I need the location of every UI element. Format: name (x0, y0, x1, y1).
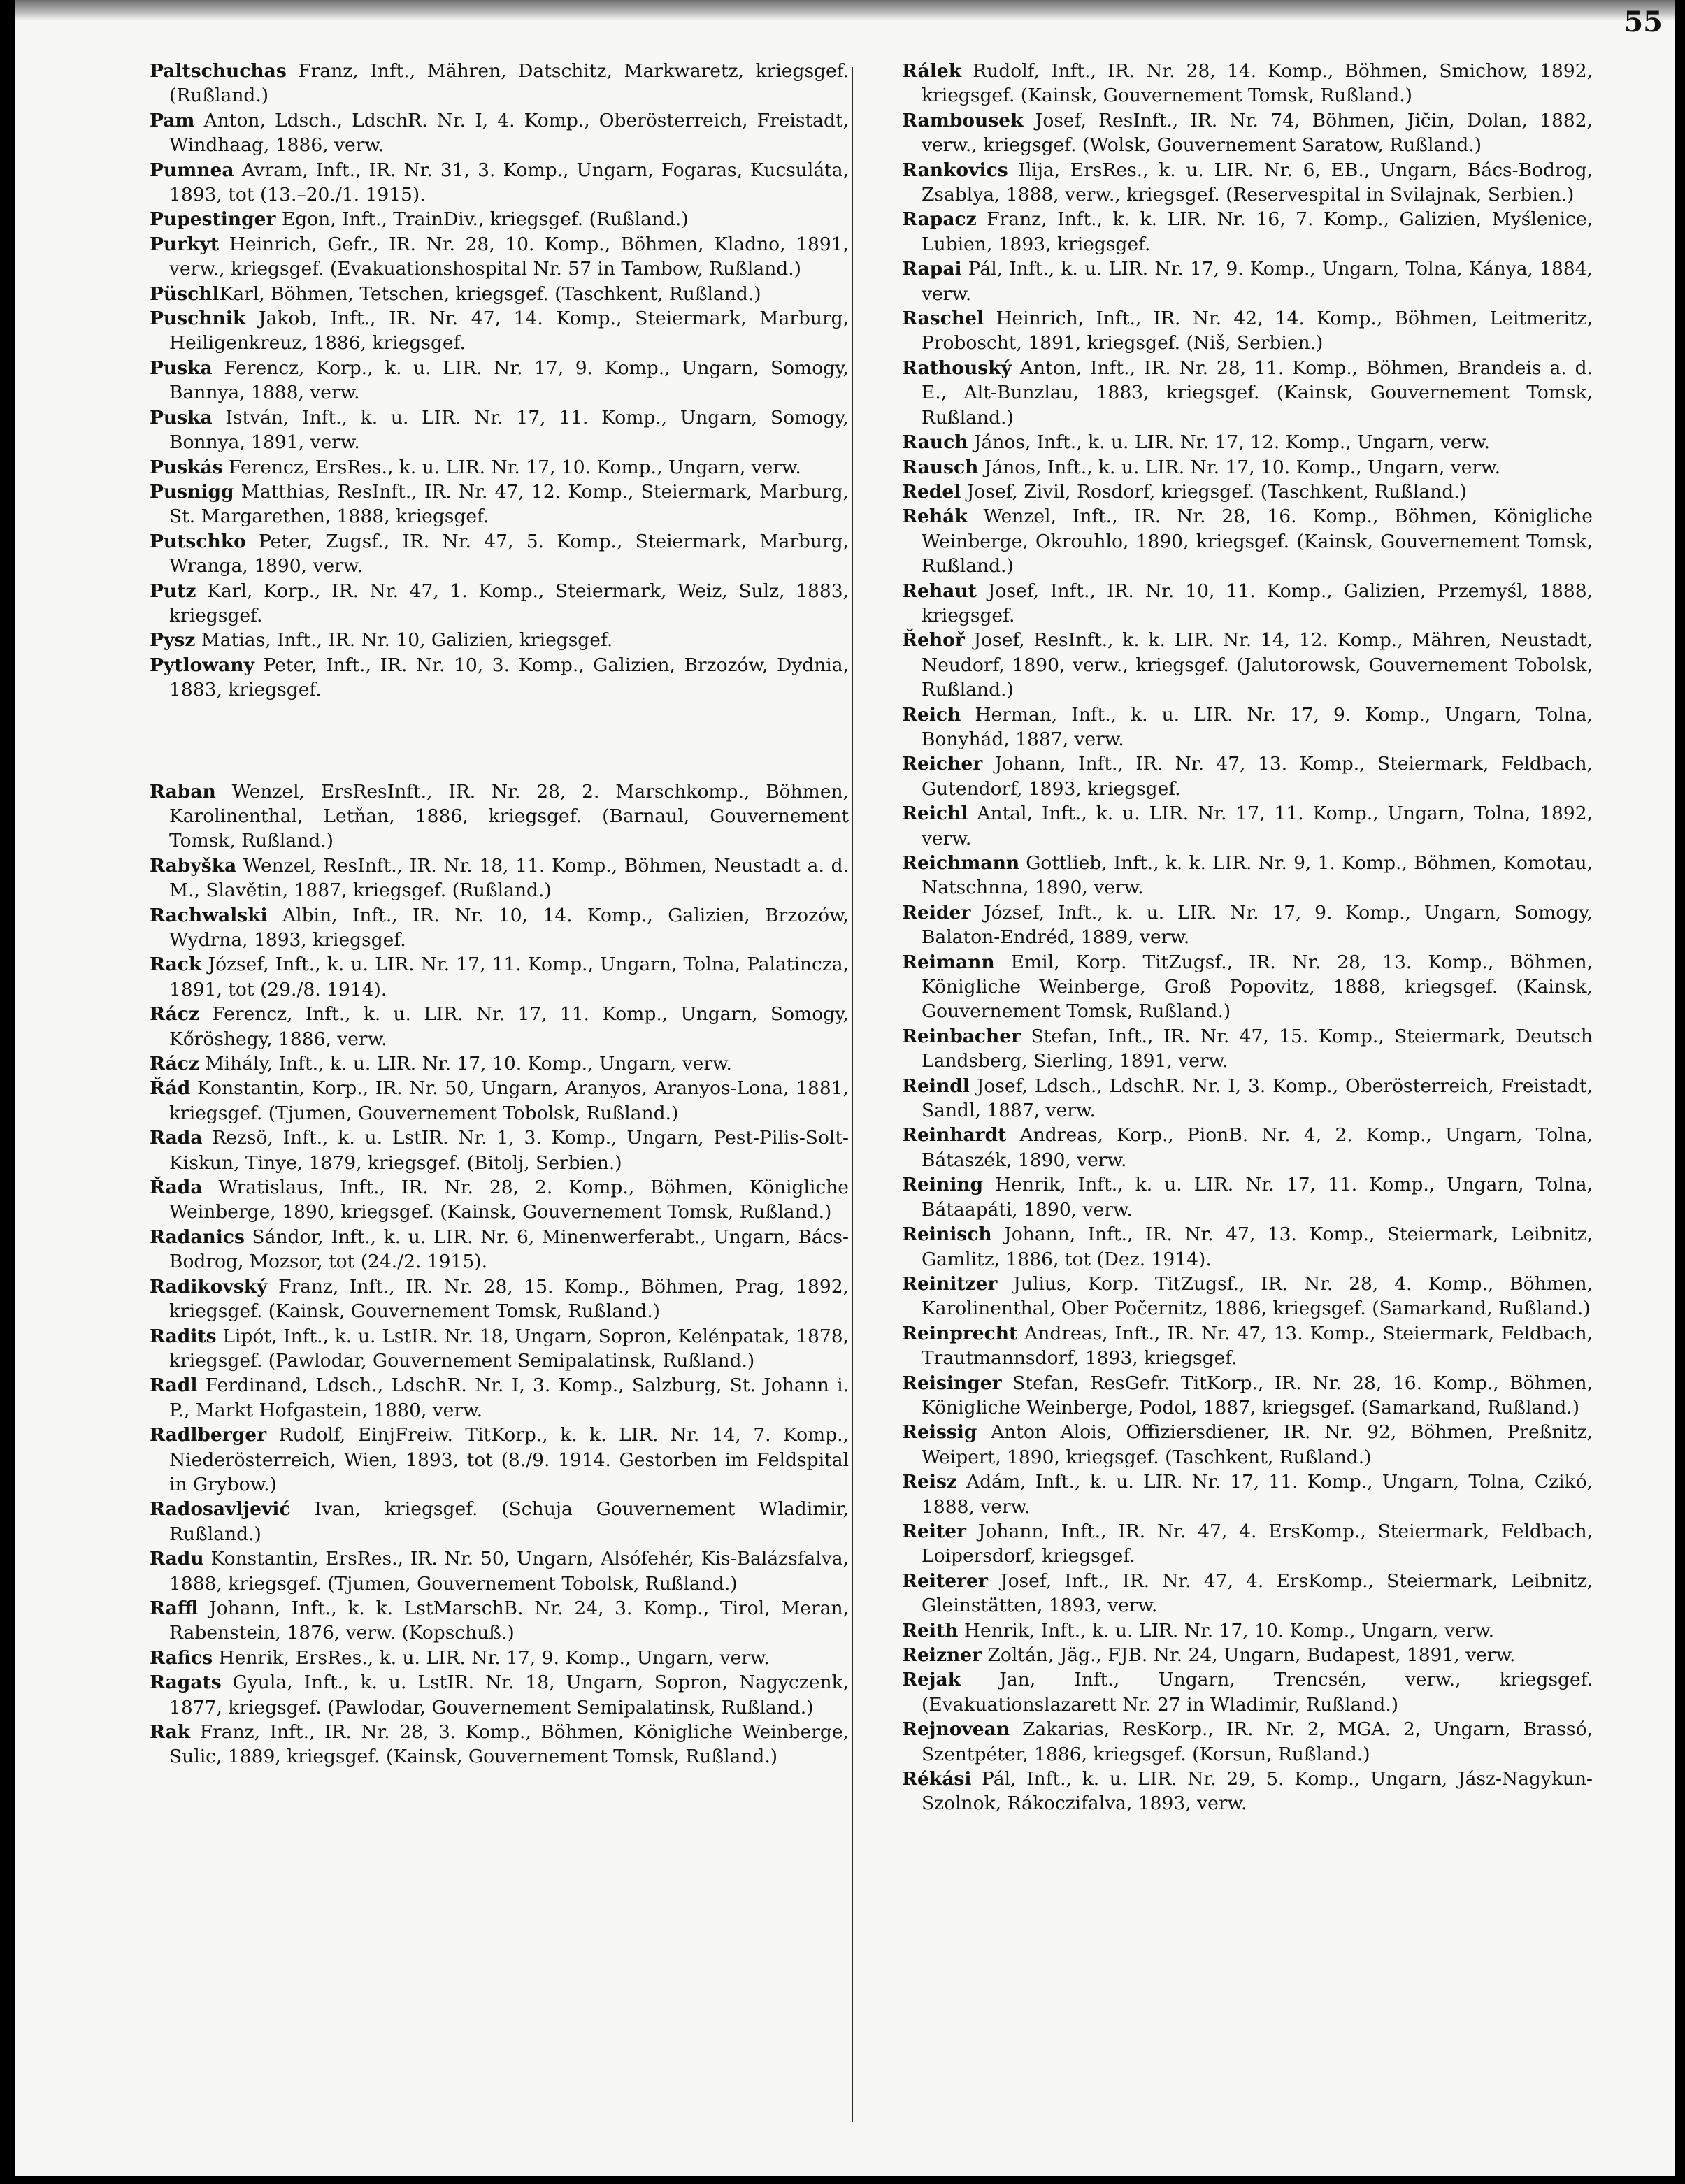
casualty-entry (150, 158, 849, 208)
casualty-entry (902, 703, 1593, 752)
left-column (150, 59, 849, 1769)
entry-details: Heinrich, Gefr., IR. Nr. 28, 10. Komp., Böhmen, Kladno, 1891, verw., kriegsgef. (Evakuationshospital Nr. 57 in Tambow, Rußland.) (169, 233, 849, 280)
casualty-entry (150, 455, 849, 480)
casualty-entry (150, 1596, 849, 1646)
casualty-entry (902, 158, 1593, 208)
entry-surname: Rapai (902, 258, 962, 280)
casualty-entry (150, 529, 849, 579)
casualty-entry (902, 1667, 1593, 1717)
entry-surname: Puska (150, 406, 213, 429)
entry-surname: Rapacz (902, 208, 977, 231)
casualty-entry (150, 1423, 849, 1497)
entry-details: Antal, Inft., k. u. LIR. Nr. 17, 11. Komp., Ungarn, Tolna, 1892, verw. (922, 803, 1593, 849)
entry-details: Julius, Korp. TitZugsf., IR. Nr. 28, 4. Komp., Böhmen, Karolinenthal, Ober Počernitz, 1886, kriegsgef. (Samarkand, Rußland.) (922, 1272, 1593, 1320)
entry-surname: Reich (902, 703, 961, 726)
casualty-entry (150, 306, 849, 356)
entry-surname: Reimann (902, 951, 995, 973)
entry-surname: Ragats (150, 1672, 222, 1694)
entry-surname: Pusnigg (150, 480, 234, 503)
column-divider (852, 67, 853, 2122)
left-r-entries (150, 780, 849, 1769)
casualty-entry (150, 207, 849, 231)
casualty-entry (902, 207, 1593, 257)
casualty-entry (902, 504, 1593, 578)
entry-details: Ferdinand, Ldsch., LdschR. Nr. I, 3. Komp., Salzburg, St. Johann i. P., Markt Hofgastein, 1880, verw. (169, 1374, 849, 1421)
entry-details: Anton, Inft., IR. Nr. 28, 11. Komp., Böhmen, Brandeis a. d. E., Alt-Bunzlau, 1883, kriegsgef. (Kainsk, Gouvernement Tomsk, Rußland.) (922, 357, 1593, 429)
casualty-entry (150, 1225, 849, 1274)
casualty-entry (150, 952, 849, 1002)
casualty-entry (902, 752, 1593, 801)
entry-details: Wenzel, ErsResInft., IR. Nr. 28, 2. Marschkomp., Böhmen, Karolinenthal, Letňan, 1886, kriegsgef. (Barnaul, Gouvernement Tomsk, Rußland.) (169, 780, 849, 852)
entry-details: Pál, Inft., k. u. LIR. Nr. 17, 9. Komp., Ungarn, Tolna, Kánya, 1884, verw. (922, 258, 1593, 305)
entry-details: Mihály, Inft., k. u. LIR. Nr. 17, 10. Komp., Ungarn, verw. (199, 1053, 732, 1075)
entry-surname: Rachwalski (150, 904, 268, 926)
entry-surname: Reiter (902, 1520, 967, 1542)
casualty-entry (902, 59, 1593, 108)
entry-surname: Rambousek (902, 109, 1024, 131)
entry-surname: Reinhardt (902, 1124, 1007, 1147)
entry-surname: Reider (902, 901, 971, 924)
entry-surname: Rehák (902, 505, 968, 528)
casualty-entry (902, 1470, 1593, 1519)
casualty-entry (902, 108, 1593, 158)
entry-details: Stefan, ResGefr. TitKorp., IR. Nr. 28, 16. Komp., Böhmen, Königliche Weinberge, Podol, 1887, kriegsgef. (Samarkand, Rußland.) (922, 1372, 1593, 1418)
casualty-entry (150, 854, 849, 903)
casualty-entry (150, 1546, 849, 1596)
entry-details: Anton Alois, Offiziersdiener, IR. Nr. 92, Böhmen, Preßnitz, Weipert, 1890, kriegsgef. (Taschkent, Rußland.) (922, 1421, 1593, 1468)
entry-surname: Rabyška (150, 854, 237, 877)
entry-details: Konstantin, Korp., IR. Nr. 50, Ungarn, Aranyos, Aranyos-Lona, 1881, kriegsgef. (Tjumen, Gouvernement Tobolsk, Rußland.) (169, 1077, 849, 1124)
casualty-entry (150, 1175, 849, 1225)
casualty-entry (902, 579, 1593, 628)
entry-surname: Puska (150, 357, 213, 379)
entry-details: Andreas, Inft., IR. Nr. 47, 13. Komp., Steiermark, Feldbach, Trautmannsdorf, 1893, kriegsgef. (922, 1322, 1593, 1370)
casualty-entry (150, 1720, 849, 1769)
entry-details: Konstantin, ErsRes., IR. Nr. 50, Ungarn, Alsófehér, Kis-Balázsfalva, 1888, kriegsgef. (Tjumen, Gouvernement Tobolsk, Rußland.) (169, 1548, 849, 1595)
entry-details: Franz, Inft., k. k. LIR. Nr. 16, 7. Komp., Galizien, Myślenice, Lubien, 1893, kriegsgef. (922, 208, 1593, 255)
casualty-entry (150, 1670, 849, 1720)
entry-surname: Reinbacher (902, 1025, 1021, 1047)
entry-details: Johann, Inft., IR. Nr. 47, 13. Komp., Steiermark, Feldbach, Gutendorf, 1893, kriegsgef. (922, 753, 1593, 800)
entry-details: Johann, Inft., IR. Nr. 47, 13. Komp., Steiermark, Leibnitz, Gamlitz, 1886, tot (Dez. 1914). (922, 1223, 1593, 1270)
casualty-entry (902, 1569, 1593, 1618)
right-column (902, 59, 1593, 1816)
entry-surname: Pupestinger (150, 208, 276, 231)
entry-surname: Rácz (150, 1003, 199, 1026)
casualty-entry (150, 1373, 849, 1423)
casualty-entry (902, 1321, 1593, 1371)
casualty-entry (150, 579, 849, 628)
casualty-entry (902, 1519, 1593, 1569)
entry-surname: Řehoř (902, 629, 965, 652)
entry-details: Henrik, Inft., k. u. LIR. Nr. 17, 10. Komp., Ungarn, verw. (958, 1619, 1495, 1641)
entry-surname: Reichl (902, 803, 968, 825)
entry-details: Ilija, ErsRes., k. u. LIR. Nr. 6, EB., Ungarn, Bács-Bodrog, Zsablya, 1888, verw., kriegsgef. (Reservespital in Svilajnak, Serbien.) (922, 159, 1593, 206)
right-r-entries (902, 59, 1593, 1816)
entry-surname: Radu (150, 1548, 204, 1570)
casualty-entry (150, 108, 849, 158)
entry-surname: Paltschuchas (150, 60, 287, 82)
entry-surname: Rejak (902, 1669, 961, 1691)
entry-surname: Redel (902, 480, 961, 503)
entry-surname: Radits (150, 1325, 217, 1347)
entry-surname: Reith (902, 1619, 959, 1641)
casualty-entry (902, 628, 1593, 702)
entry-details: Pál, Inft., k. u. LIR. Nr. 29, 5. Komp., Ungarn, Jász-Nagykun-Szolnok, Rákoczifalva, 1893, verw. (922, 1768, 1593, 1815)
entry-details: Franz, Inft., Mähren, Datschitz, Markwaretz, kriegsgef. (Rußland.) (169, 60, 849, 107)
casualty-entry (902, 356, 1593, 430)
entry-surname: Raschel (902, 308, 984, 330)
entry-surname: Putschko (150, 530, 246, 552)
entry-surname: Raffl (150, 1597, 199, 1619)
casualty-entry (150, 1324, 849, 1374)
entry-details: Albin, Inft., IR. Nr. 10, 14. Komp., Galizien, Brzozów, Wydrna, 1893, kriegsgef. (169, 904, 849, 951)
casualty-entry (902, 1717, 1593, 1767)
entry-details: Jan, Inft., Ungarn, Trencsén, verw., kriegsgef. (Evakuationslazarett Nr. 27 in Wladimir, Rußland.) (922, 1669, 1593, 1716)
casualty-entry (902, 900, 1593, 950)
entry-details: Josef, Ldsch., LdschR. Nr. I, 3. Komp., Oberösterreich, Freistadt, Sandl, 1887, verw. (922, 1075, 1593, 1122)
entry-details: Stefan, Inft., IR. Nr. 47, 15. Komp., Steiermark, Deutsch Landsberg, Sierling, 1891, verw. (922, 1025, 1593, 1072)
entry-surname: Řada (150, 1177, 203, 1199)
entry-surname: Rada (150, 1127, 203, 1149)
casualty-entry (902, 851, 1593, 900)
entry-details: József, Inft., k. u. LIR. Nr. 17, 11. Komp., Ungarn, Tolna, Palatincza, 1891, tot (29./8. 1914). (169, 954, 849, 1000)
entry-surname: Rathouský (902, 357, 1012, 379)
entry-surname: Puskás (150, 456, 223, 478)
entry-surname: Rak (150, 1721, 191, 1743)
entry-details: Josef, ResInft., IR. Nr. 74, Böhmen, Jičin, Dolan, 1882, verw., kriegsgef. (Wolsk, Gouvernement Saratow, Rußland.) (922, 109, 1593, 157)
scan-top-edge (0, 0, 1685, 21)
entry-details: Peter, Inft., IR. Nr. 10, 3. Komp., Galizien, Brzozów, Dydnia, 1883, kriegsgef. (169, 654, 849, 701)
casualty-entry (902, 1767, 1593, 1816)
casualty-entry (150, 780, 849, 854)
entry-surname: Reining (902, 1174, 984, 1196)
entry-surname: Rejnovean (902, 1718, 1010, 1741)
casualty-entry (150, 480, 849, 529)
entry-surname: Reisz (902, 1471, 957, 1493)
entry-surname: Reichmann (902, 852, 1020, 874)
entry-details: Anton, Ldsch., LdschR. Nr. I, 4. Komp., Oberösterreich, Freistadt, Windhaag, 1886, verw. (169, 109, 849, 157)
casualty-entry (150, 1646, 849, 1670)
entry-details: Zoltán, Jäg., FJB. Nr. 24, Ungarn, Budapest, 1891, verw. (982, 1644, 1516, 1666)
entry-details: Josef, Inft., IR. Nr. 47, 4. ErsKomp., Steiermark, Leibnitz, Gleinstätten, 1893, verw. (922, 1569, 1593, 1617)
entry-details: Wenzel, ResInft., IR. Nr. 18, 11. Komp., Böhmen, Neustadt a. d. M., Slavětin, 1887, kriegsgef. (Rußland.) (169, 854, 849, 902)
entry-details: Johann, Inft., IR. Nr. 47, 4. ErsKomp., Steiermark, Feldbach, Loipersdorf, kriegsgef. (922, 1520, 1593, 1567)
entry-details: Josef, ResInft., k. k. LIR. Nr. 14, 12. Komp., Mähren, Neustadt, Neudorf, 1890, verw., kriegsgef. (Jalutorowsk, Gouvernement Tobolsk, Rußland.) (922, 629, 1593, 701)
casualty-entry (150, 232, 849, 282)
entry-surname: Reinisch (902, 1223, 992, 1246)
entry-details: Emil, Korp. TitZugsf., IR. Nr. 28, 13. Komp., Böhmen, Königliche Weinberge, Groß Popovitz, 1888, kriegsgef. (Kainsk, Gouvernement Tomsk, Rußland.) (922, 951, 1593, 1023)
casualty-entry (150, 628, 849, 652)
entry-details: Johann, Inft., k. k. LstMarschB. Nr. 24, 3. Komp., Tirol, Meran, Rabenstein, 1876, verw. (Kopschuß.) (169, 1597, 849, 1644)
entry-surname: Raban (150, 780, 216, 803)
entry-details: Avram, Inft., IR. Nr. 31, 3. Komp., Ungarn, Fogaras, Kucsuláta, 1893, tot (13.–20./1. 1915). (169, 159, 849, 206)
entry-details: Lipót, Inft., k. u. LstIR. Nr. 18, Ungarn, Sopron, Kelénpatak, 1878, kriegsgef. (Pawlodar, Gouvernement Semipalatinsk, Rußland.) (169, 1325, 849, 1372)
casualty-entry (902, 1024, 1593, 1074)
entry-details: János, Inft., k. u. LIR. Nr. 17, 10. Komp., Ungarn, verw. (978, 456, 1501, 478)
entry-details: Matthias, ResInft., IR. Nr. 47, 12. Komp., Steiermark, Marburg, St. Margarethen, 1888, kriegsgef. (169, 480, 849, 528)
entry-details: Adám, Inft., k. u. LIR. Nr. 17, 11. Komp., Ungarn, Tolna, Czikó, 1888, verw. (922, 1471, 1593, 1518)
section-gap (150, 703, 849, 780)
entry-details: Ivan, kriegsgef. (Schuja Gouvernement Wladimir, Rußland.) (169, 1498, 849, 1545)
casualty-entry (902, 950, 1593, 1024)
entry-surname: Radanics (150, 1226, 245, 1248)
entry-details: József, Inft., k. u. LIR. Nr. 17, 9. Komp., Ungarn, Somogy, Balaton-Endréd, 1889, verw. (922, 901, 1593, 949)
entry-surname: Reizner (902, 1644, 982, 1666)
entry-surname: Reiterer (902, 1569, 988, 1592)
entry-surname: Pysz (150, 629, 196, 652)
entry-details: Josef, Zivil, Rosdorf, kriegsgef. (Taschkent, Rußland.) (961, 480, 1467, 503)
casualty-entry (902, 1123, 1593, 1172)
casualty-entry (150, 59, 849, 108)
entry-details: Jakob, Inft., IR. Nr. 47, 14. Komp., Steiermark, Marburg, Heiligenkreuz, 1886, kriegsgef. (169, 308, 849, 354)
entry-details: Karl, Böhmen, Tetschen, kriegsgef. (Taschkent, Rußland.) (219, 282, 761, 305)
casualty-entry (902, 480, 1593, 504)
entry-details: Zakarias, ResKorp., IR. Nr. 2, MGA. 2, Ungarn, Brassó, Szentpéter, 1886, kriegsgef. (Korsun, Rußland.) (922, 1718, 1593, 1765)
entry-surname: Reissig (902, 1421, 977, 1444)
entry-surname: Pytlowany (150, 654, 254, 676)
casualty-entry (902, 801, 1593, 851)
entry-surname: Pam (150, 109, 195, 131)
entry-surname: Radl (150, 1374, 198, 1397)
entry-details: Wratislaus, Inft., IR. Nr. 28, 2. Komp., Böhmen, Königliche Weinberge, 1890, kriegsgef. (Kainsk, Gouvernement Tomsk, Rußland.) (169, 1177, 849, 1223)
entry-details: Karl, Korp., IR. Nr. 47, 1. Komp., Steiermark, Weiz, Sulz, 1883, kriegsgef. (169, 580, 849, 626)
page-number: 55 (1623, 6, 1663, 38)
entry-surname: Reisinger (902, 1372, 1002, 1394)
entry-surname: Puschnik (150, 308, 246, 330)
entry-surname: Rálek (902, 60, 962, 82)
entry-surname: Rankovics (902, 159, 1008, 181)
scan-bottom-border (0, 2176, 1685, 2184)
entry-details: Egon, Inft., TrainDiv., kriegsgef. (Rußland.) (275, 208, 689, 231)
casualty-entry (150, 405, 849, 455)
entry-surname: Radlberger (150, 1424, 267, 1446)
entry-details: Rudolf, EinjFreiw. TitKorp., k. k. LIR. Nr. 14, 7. Komp., Niederösterreich, Wien, 1893, tot (8./9. 1914. Gestorben im Feldspital in Grybow.) (169, 1424, 849, 1495)
entry-details: Andreas, Korp., PionB. Nr. 4, 2. Komp., Ungarn, Tolna, Bátaszék, 1890, verw. (922, 1124, 1593, 1171)
entry-details: Sándor, Inft., k. u. LIR. Nr. 6, Minenwerferabt., Ungarn, Bács-Bodrog, Mozsor, tot (24./2. 1915). (169, 1226, 849, 1273)
entry-surname: Rauch (902, 431, 968, 454)
entry-details: Henrik, ErsRes., k. u. LIR. Nr. 17, 9. Komp., Ungarn, verw. (213, 1646, 770, 1669)
scan-left-border (0, 0, 15, 2184)
entry-details: Ferencz, ErsRes., k. u. LIR. Nr. 17, 10. Komp., Ungarn, verw. (222, 456, 801, 478)
entry-details: Henrik, Inft., k. u. LIR. Nr. 17, 11. Komp., Ungarn, Tolna, Bátaapáti, 1890, verw. (922, 1174, 1593, 1221)
entry-details: Wenzel, Inft., IR. Nr. 28, 16. Komp., Böhmen, Königliche Weinberge, Okrouhlo, 1890, kriegsgef. (Kainsk, Gouvernement Tomsk, Rußland.) (922, 505, 1593, 577)
entry-surname: Putz (150, 580, 196, 602)
entry-details: Franz, Inft., IR. Nr. 28, 3. Komp., Böhmen, Königliche Weinberge, Sulic, 1889, kriegsgef. (Kainsk, Gouvernement Tomsk, Rußland.) (169, 1721, 849, 1768)
entry-surname: Püschl (150, 282, 220, 305)
entry-details: Peter, Zugsf., IR. Nr. 47, 5. Komp., Steiermark, Marburg, Wranga, 1890, verw. (169, 530, 849, 577)
casualty-entry (150, 1497, 849, 1546)
entry-surname: Pumnea (150, 159, 234, 181)
entry-details: István, Inft., k. u. LIR. Nr. 17, 11. Komp., Ungarn, Somogy, Bonnya, 1891, verw. (169, 406, 849, 454)
entry-details: Franz, Inft., IR. Nr. 28, 15. Komp., Böhmen, Prag, 1892, kriegsgef. (Kainsk, Gouvernement Tomsk, Rußland.) (169, 1275, 849, 1323)
casualty-entry (902, 455, 1593, 480)
entry-surname: Reinitzer (902, 1272, 998, 1295)
casualty-entry (150, 1076, 849, 1126)
casualty-entry (150, 653, 849, 703)
entry-surname: Řád (150, 1077, 191, 1100)
casualty-entry (150, 1051, 849, 1076)
casualty-entry (150, 1126, 849, 1175)
casualty-entry (902, 306, 1593, 356)
casualty-entry (150, 1274, 849, 1324)
entry-surname: Reinprecht (902, 1322, 1018, 1344)
casualty-entry (902, 430, 1593, 454)
entry-details: Rezsö, Inft., k. u. LstIR. Nr. 1, 3. Komp., Ungarn, Pest-Pilis-Solt-Kiskun, Tinye, 1879, kriegsgef. (Bitolj, Serbien.) (169, 1127, 849, 1174)
entry-details: Gyula, Inft., k. u. LstIR. Nr. 18, Ungarn, Sopron, Nagyczenk, 1877, kriegsgef. (Pawlodar, Gouvernement Semipalatinsk, Rußland.) (169, 1672, 849, 1718)
casualty-entry (150, 903, 849, 953)
entry-surname: Rafics (150, 1646, 213, 1669)
casualty-entry (150, 1002, 849, 1051)
casualty-entry (902, 1074, 1593, 1123)
entry-surname: Rehaut (902, 580, 977, 602)
entry-details: Heinrich, Inft., IR. Nr. 42, 14. Komp., Böhmen, Leitmeritz, Proboscht, 1891, kriegsgef. (Niš, Serbien.) (922, 308, 1593, 354)
entry-details: Herman, Inft., k. u. LIR. Nr. 17, 9. Komp., Ungarn, Tolna, Bonyhád, 1887, verw. (922, 703, 1593, 750)
entry-surname: Rack (150, 954, 202, 976)
entry-surname: Radikovský (150, 1275, 268, 1298)
entry-details: Ferencz, Korp., k. u. LIR. Nr. 17, 9. Komp., Ungarn, Somogy, Bannya, 1888, verw. (169, 357, 849, 404)
casualty-entry (902, 1371, 1593, 1421)
entry-surname: Rékási (902, 1768, 972, 1790)
entry-surname: Radosavljević (150, 1498, 291, 1521)
entry-details: Ferencz, Inft., k. u. LIR. Nr. 17, 11. Komp., Ungarn, Somogy, Kőröshegy, 1886, verw. (169, 1003, 849, 1050)
entry-surname: Reindl (902, 1075, 970, 1097)
casualty-entry (902, 1643, 1593, 1667)
scan-right-border (1675, 0, 1685, 2184)
entry-surname: Rausch (902, 456, 979, 478)
entry-surname: Purkyt (150, 233, 220, 255)
casualty-entry (902, 1272, 1593, 1321)
casualty-entry (150, 282, 849, 306)
casualty-entry (902, 1172, 1593, 1222)
casualty-entry (902, 1618, 1593, 1643)
entry-details: János, Inft., k. u. LIR. Nr. 17, 12. Komp., Ungarn, verw. (968, 431, 1491, 454)
entry-details: Matias, Inft., IR. Nr. 10, Galizien, kriegsgef. (195, 629, 613, 652)
casualty-entry (902, 1222, 1593, 1272)
casualty-entry (902, 257, 1593, 306)
casualty-entry (150, 356, 849, 405)
entry-surname: Reicher (902, 753, 983, 775)
entry-details: Rudolf, Inft., IR. Nr. 28, 14. Komp., Böhmen, Smichow, 1892, kriegsgef. (Kainsk, Gouvernement Tomsk, Rußland.) (922, 60, 1593, 107)
entry-details: Josef, Inft., IR. Nr. 10, 11. Komp., Galizien, Przemyśl, 1888, kriegsgef. (922, 580, 1593, 626)
left-p-entries (150, 59, 849, 703)
entry-surname: Rácz (150, 1053, 199, 1075)
entry-details: Gottlieb, Inft., k. k. LIR. Nr. 9, 1. Komp., Böhmen, Komotau, Natschnna, 1890, verw. (922, 852, 1593, 899)
casualty-entry (902, 1420, 1593, 1470)
